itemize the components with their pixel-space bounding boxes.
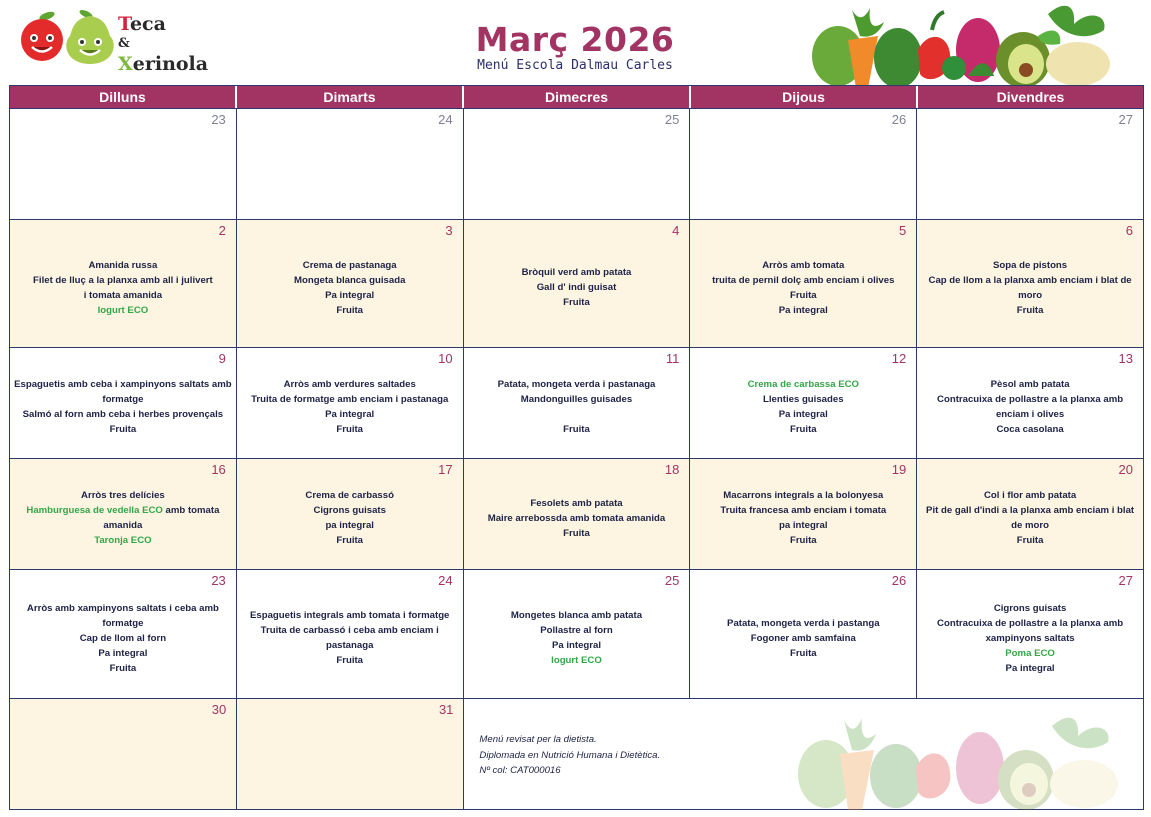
dish-item: [26, 503, 219, 518]
dish-text: amb tomata: [162, 505, 220, 516]
dish-text: Bròquil verd amb patata: [521, 267, 632, 278]
dish-item: [522, 265, 632, 280]
day-number: 5: [898, 223, 907, 238]
dish-item: [563, 526, 590, 541]
dish-item: [98, 303, 149, 318]
brand-logo: [14, 6, 244, 75]
day-number: 3: [445, 223, 453, 238]
dish-item: [712, 273, 894, 288]
dish-text: Pa integral: [551, 640, 602, 651]
calendar-day: [690, 220, 917, 347]
dish-item: [1018, 288, 1042, 303]
dish-list: [12, 220, 234, 347]
dish-text: Pa integral: [325, 289, 375, 301]
dish-item: [110, 422, 137, 437]
dish-item: [284, 377, 416, 392]
dish-item: [498, 377, 656, 392]
dish-list: [239, 348, 461, 458]
dish-text: Crema de carbassó: [305, 490, 394, 501]
vegetables-illustration: [808, 0, 1148, 88]
fruit-faces-icon: [14, 6, 114, 72]
dish-item: [540, 623, 613, 638]
dish-item: [723, 488, 883, 503]
dish-item: [779, 303, 828, 318]
dish-text: Amanida russa: [88, 259, 158, 271]
dish-list: [466, 459, 688, 569]
calendar-day: [464, 459, 691, 569]
calendar-week: [10, 219, 1143, 347]
brand-name: Teca & Xerinola: [118, 13, 209, 75]
calendar-day: [917, 570, 1143, 698]
dietitian-note: Menú revisat per la dietista. Diplomada en Nutrició Humana i Dietètica. Nº col: CAT000016: [479, 734, 661, 776]
weekday-monday: Dilluns: [10, 86, 237, 108]
dish-item: [790, 422, 817, 437]
dish-list: [919, 570, 1141, 698]
calendar-day: [464, 220, 691, 347]
dish-text: Fruita: [1016, 304, 1044, 316]
dish-text: moro: [1018, 289, 1043, 301]
dish-item: [294, 273, 405, 288]
day-number: 10: [438, 351, 453, 366]
eco-dish: Poma ECO: [1005, 647, 1055, 659]
dish-item: [937, 392, 1123, 407]
dish-item: [926, 503, 1134, 518]
dish-text: Pollastre al forn: [540, 625, 613, 636]
day-number: 31: [438, 702, 454, 717]
dish-text: Pa integral: [778, 409, 828, 420]
dish-text: Patata, mongeta verda i pastanga: [727, 617, 880, 629]
dish-text: Patata, mongeta verda i pastanaga: [497, 379, 656, 390]
dish-text: Cigrons guisats: [993, 602, 1067, 614]
dish-text: Llenties guisades: [763, 394, 844, 405]
weekday-header: [10, 86, 1143, 108]
day-number: 19: [891, 462, 907, 477]
dish-item: [336, 533, 363, 548]
calendar-day: [690, 109, 917, 219]
calendar-day: [10, 699, 237, 809]
calendar-week: [10, 569, 1143, 698]
dish-text: pastanaga: [325, 640, 374, 651]
dish-text: Fruita: [109, 424, 137, 435]
calendar-day: [690, 348, 917, 458]
calendar-day: [690, 459, 917, 569]
dish-text: i tomata amanida: [83, 289, 163, 301]
day-number: 17: [438, 462, 453, 477]
dish-item: [530, 496, 622, 511]
dish-item: [336, 422, 363, 437]
weekday-friday: Divendres: [996, 89, 1065, 105]
dish-text: enciam i olives: [995, 409, 1065, 420]
dish-text: Sopa de pistons: [993, 259, 1068, 271]
dish-item: [325, 288, 374, 303]
dish-item: [790, 533, 817, 548]
dish-text: Pa integral: [778, 304, 828, 316]
dish-list: [239, 570, 461, 698]
day-number: 4: [672, 223, 680, 238]
calendar-day: [10, 570, 237, 698]
dish-text: de moro: [1011, 520, 1050, 531]
dish-item: [336, 653, 363, 668]
dish-text: Fruita: [563, 297, 590, 308]
dish-item: [1017, 303, 1044, 318]
day-number: 13: [1118, 351, 1133, 366]
dish-text: Fruita: [789, 535, 817, 546]
calendar-day: [464, 109, 691, 219]
dish-text: pa integral: [325, 520, 374, 531]
dish-item: [986, 631, 1075, 646]
calendar-day: [690, 570, 917, 698]
day-number: 24: [438, 573, 453, 588]
dish-text: Truita de carbassó i ceba amb enciam i: [260, 625, 439, 636]
dish-item: [250, 608, 449, 623]
dish-list: [466, 570, 688, 698]
dish-item: [996, 407, 1064, 422]
dish-item: [325, 407, 374, 422]
calendar-day: [10, 459, 237, 569]
dish-item: [511, 608, 642, 623]
day-number: 26: [891, 112, 907, 127]
dish-item: [98, 646, 147, 661]
dish-text: Fruita: [563, 424, 590, 435]
calendar-day: [917, 109, 1143, 219]
dish-item: [937, 616, 1123, 631]
dish-item: [33, 273, 213, 288]
page-header: [420, 20, 730, 73]
dish-text: Truita de formatge amb enciam i pastanaga: [251, 394, 449, 405]
dish-item: [261, 623, 439, 638]
dish-item: [751, 631, 856, 646]
dish-text: Pèsol amb patata: [990, 379, 1070, 390]
dish-list: [12, 348, 234, 458]
dish-text: Cap de llom a la planxa amb enciam i blat de: [928, 274, 1132, 286]
dish-text: Filet de lluç a la planxa amb all i julivert: [33, 274, 213, 286]
dish-item: [996, 422, 1063, 437]
dish-item: [790, 646, 817, 661]
dish-item: [762, 258, 844, 273]
page-subtitle: Menú Escola Dalmau Carles: [477, 58, 673, 73]
dish-item: [720, 503, 886, 518]
calendar-day: [464, 348, 691, 458]
dish-text: Fesolets amb patata: [530, 497, 623, 509]
dish-text: Arròs amb tomata: [762, 259, 845, 271]
dish-text: Mongetes blanca amb patata: [510, 610, 643, 621]
dish-list: [239, 459, 461, 569]
dish-list: [692, 570, 914, 698]
day-number: 20: [1118, 462, 1133, 477]
dish-item: [993, 258, 1067, 273]
day-number: 27: [1118, 573, 1133, 588]
dish-text: Arròs amb xampinyons saltats i ceba amb: [26, 602, 219, 614]
dish-text: Crema de pastanaga: [302, 259, 397, 271]
dish-item: [984, 488, 1076, 503]
page-title: Març 2026: [475, 20, 675, 59]
dish-text: Espaguetis integrals amb tomata i formatge: [250, 610, 450, 621]
dish-item: [1017, 533, 1044, 548]
dish-text: Cap de llom al forn: [79, 632, 167, 644]
dish-text: Fruita: [789, 424, 817, 435]
dish-text: formatge: [102, 617, 144, 629]
dish-text: Pa integral: [325, 409, 375, 420]
dish-text: Gall d' indi guisat: [536, 282, 617, 293]
dish-text: Fruita: [336, 535, 364, 546]
calendar-week: [10, 108, 1143, 219]
dish-text: Coca casolana: [996, 424, 1064, 435]
day-number: 18: [664, 462, 680, 477]
dish-item: [326, 638, 373, 653]
dish-item: [763, 392, 844, 407]
dish-text: truita de pernil dolç amb enciam i olives: [712, 274, 895, 286]
day-number: 25: [664, 112, 680, 127]
weekday-tuesday: Dimarts: [237, 86, 464, 108]
dish-text: Truita francesa amb enciam i tomata: [720, 505, 887, 516]
dish-item: [563, 422, 590, 437]
dish-text: amanida: [103, 520, 143, 531]
weekday-thursday: Dijous: [691, 86, 918, 108]
calendar-day: [917, 459, 1143, 569]
dish-text: Col i flor amb patata: [983, 490, 1077, 501]
dish-text: Fruita: [789, 289, 817, 301]
dish-list: [692, 220, 914, 347]
dish-text: Fruita: [336, 655, 364, 666]
dish-item: [488, 511, 666, 526]
dish-item: [102, 616, 143, 631]
day-number: 24: [438, 112, 453, 127]
day-number: 11: [665, 351, 680, 366]
calendar-day: [237, 699, 464, 809]
calendar-week: [10, 458, 1143, 569]
calendar-weeks: [10, 108, 1143, 698]
calendar-week: [10, 347, 1143, 458]
menu-calendar: [9, 85, 1144, 810]
dish-text: Fruita: [336, 424, 364, 435]
day-number: 26: [891, 573, 907, 588]
dish-list: [239, 220, 461, 347]
dish-text: Pit de gall d'indi a la planxa amb enciam i blat: [926, 505, 1135, 516]
dish-list: [12, 570, 234, 698]
dish-item: [779, 407, 828, 422]
dish-text: pa integral: [779, 520, 828, 531]
dish-text: Mongeta blanca guisada: [293, 274, 406, 286]
dish-item: [27, 601, 219, 616]
dish-text: formatge: [102, 394, 144, 405]
eco-dish: Hamburguesa de vedella ECO: [26, 505, 163, 516]
dish-item: [313, 503, 386, 518]
dish-item: [14, 377, 232, 392]
vegetables-watermark: [790, 710, 1142, 810]
dish-text: Fogoner amb samfaina: [750, 632, 856, 644]
day-number: 9: [218, 351, 226, 366]
eco-dish: Iogurt ECO: [551, 655, 602, 666]
dish-item: [336, 303, 363, 318]
dish-item: [1011, 518, 1049, 533]
dish-item: [991, 377, 1070, 392]
dish-item: [521, 392, 632, 407]
dish-item: [748, 377, 859, 392]
dish-text: Fruita: [789, 647, 817, 659]
dish-list: [12, 459, 234, 569]
dish-item: [1006, 661, 1055, 676]
calendar-day: [10, 220, 237, 347]
calendar-day: [917, 348, 1143, 458]
dish-item: [251, 392, 448, 407]
dish-text: xampinyons saltats: [985, 632, 1075, 644]
calendar-day: [237, 220, 464, 347]
dish-text: Pa integral: [98, 647, 148, 659]
dish-item: [23, 407, 223, 422]
dish-item: [110, 661, 137, 676]
dish-item: [81, 488, 165, 503]
calendar-day: [237, 348, 464, 458]
calendar-day: [237, 109, 464, 219]
calendar-day: [10, 109, 237, 219]
dish-item: [303, 258, 397, 273]
dish-item: [563, 295, 590, 310]
dish-text: Arròs tres delícies: [81, 490, 165, 501]
dish-list: [692, 459, 914, 569]
dish-item: [103, 518, 142, 533]
calendar-day: [464, 570, 691, 698]
dish-item: [790, 288, 817, 303]
day-number: 27: [1118, 112, 1133, 127]
dish-item: [779, 518, 828, 533]
dish-text: Contracuixa de pollastre a la planxa amb: [937, 617, 1124, 629]
calendar-day: [237, 570, 464, 698]
dish-list: [466, 220, 688, 347]
dish-text: Mandonguilles guisades: [520, 394, 633, 405]
day-number: 23: [211, 112, 226, 127]
day-number: 23: [211, 573, 226, 588]
dish-text: Salmó al forn amb ceba i herbes provençals: [22, 409, 224, 420]
dish-text: Fruita: [109, 662, 137, 674]
calendar-day: [10, 348, 237, 458]
dish-text: Macarrons integrals a la bolonyesa: [723, 490, 884, 501]
dish-item: [102, 392, 143, 407]
dish-list: [919, 459, 1141, 569]
dish-text: Contracuixa de pollastre a la planxa amb: [937, 394, 1124, 405]
dish-list: [466, 348, 688, 458]
dish-text: Cigrons guisats: [313, 505, 386, 516]
dish-text: Arròs amb verdures saltades: [283, 379, 416, 390]
dish-item: [929, 273, 1132, 288]
dish-item: [552, 638, 601, 653]
day-number: 6: [1125, 223, 1133, 238]
calendar-day: [237, 459, 464, 569]
dish-text: Fruita: [1016, 535, 1044, 546]
day-number: 12: [891, 351, 907, 366]
day-number: 30: [211, 702, 227, 717]
dish-item: [84, 288, 162, 303]
dish-list: [692, 348, 914, 458]
calendar-day: [917, 220, 1143, 347]
dish-list: [919, 348, 1141, 458]
dish-item: [94, 533, 151, 548]
day-number: 25: [664, 573, 680, 588]
dish-text: Maire arrebossda amb tomata amanida: [487, 512, 666, 524]
dish-text: Espaguetis amb ceba i xampinyons saltats amb: [14, 379, 232, 390]
eco-dish: Crema de carbassa ECO: [747, 379, 860, 390]
day-number: 16: [211, 462, 226, 477]
dish-text: Fruita: [563, 527, 590, 539]
dish-list: [919, 220, 1141, 347]
eco-dish: Iogurt ECO: [97, 304, 149, 316]
dish-item: [727, 616, 879, 631]
weekday-wednesday: Dimecres: [464, 86, 691, 108]
dish-item: [305, 488, 394, 503]
day-number: 2: [218, 223, 226, 238]
dish-item: [80, 631, 166, 646]
dish-item: [551, 653, 602, 668]
dish-item: [994, 601, 1067, 616]
dish-item: [537, 280, 617, 295]
dish-item: [325, 518, 374, 533]
dish-item: [1005, 646, 1055, 661]
eco-dish: Taronja ECO: [94, 535, 152, 546]
dish-text: Fruita: [336, 304, 364, 316]
dish-text: Pa integral: [1005, 662, 1055, 674]
dish-item: [89, 258, 158, 273]
